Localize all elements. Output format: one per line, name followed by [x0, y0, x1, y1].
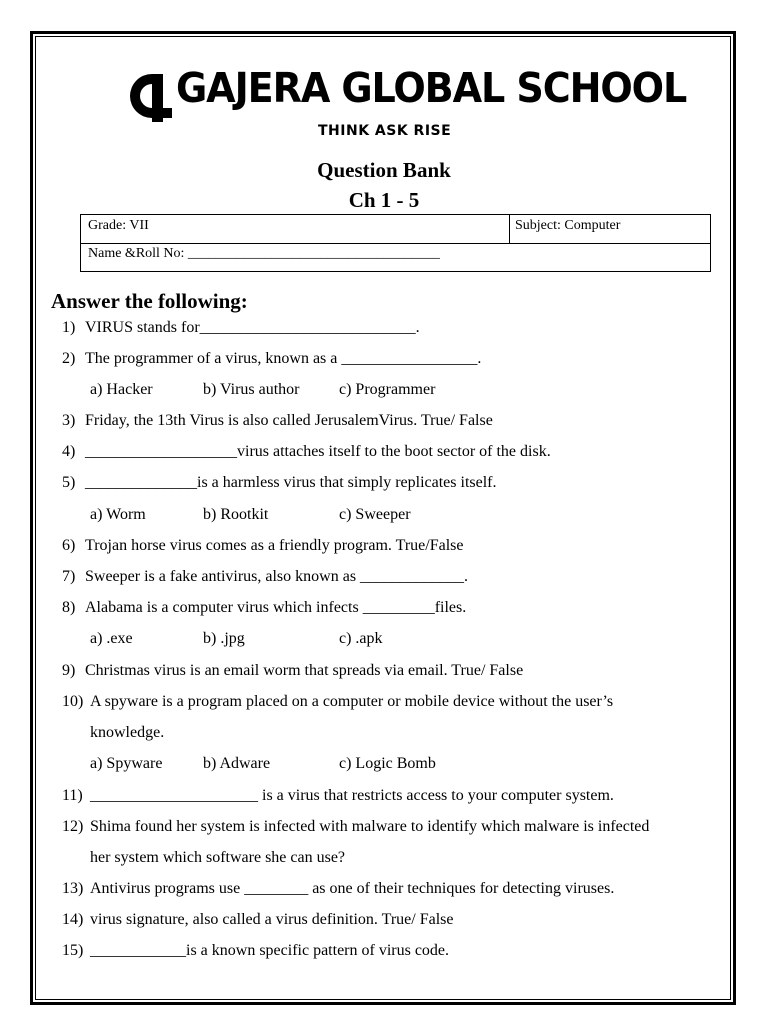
- option-b: b) Adware: [203, 755, 271, 772]
- question-text-continued: her system which software she can use?: [90, 849, 346, 866]
- question-number: 13): [62, 880, 84, 897]
- question-number: 4): [62, 443, 76, 460]
- question-number: 10): [62, 693, 84, 710]
- question-text: Christmas virus is an email worm that spreads via email. True/ False: [85, 662, 524, 679]
- question-text: The programmer of a virus, known as a _________________.: [85, 350, 482, 367]
- name-roll-field: Name &Roll No: ____________________________________: [88, 246, 440, 261]
- question-text: ____________is a known specific pattern of virus code.: [90, 942, 450, 959]
- question-number: 8): [62, 599, 76, 616]
- question-number: 1): [62, 319, 76, 336]
- chapter-title: Ch 1 - 5: [348, 188, 420, 212]
- question-number: 15): [62, 942, 84, 959]
- question-number: 6): [62, 537, 76, 554]
- option-c: c) Logic Bomb: [339, 755, 436, 772]
- subject-label: Subject: Computer: [515, 218, 621, 233]
- question-text: Trojan horse virus comes as a friendly program. True/False: [85, 537, 464, 554]
- question-number: 11): [62, 787, 83, 804]
- question-text: Sweeper is a fake antivirus, also known as _____________.: [85, 568, 469, 585]
- option-b: b) Rootkit: [203, 506, 269, 523]
- student-info-table: [80, 214, 711, 272]
- option-a: a) Worm: [90, 506, 146, 523]
- question-text-continued: knowledge.: [90, 724, 165, 741]
- section-heading: Answer the following:: [51, 289, 248, 313]
- question-text: VIRUS stands for___________________________.: [85, 319, 420, 336]
- option-c: c) .apk: [339, 630, 383, 647]
- school-name: GAJERA GLOBAL SCHOOL: [176, 64, 687, 112]
- question-text: virus signature, also called a virus definition. True/ False: [90, 911, 454, 928]
- question-text: ______________is a harmless virus that simply replicates itself.: [85, 474, 497, 491]
- question-text: ___________________virus attaches itself to the boot sector of the disk.: [85, 443, 551, 460]
- question-text: A spyware is a program placed on a computer or mobile device without the user’s: [90, 693, 614, 710]
- school-logo-icon: [118, 70, 172, 122]
- school-logo: [118, 64, 687, 124]
- page-title: Question Bank: [317, 158, 451, 182]
- option-b: b) .jpg: [203, 630, 245, 647]
- option-a: a) .exe: [90, 630, 133, 647]
- option-a: a) Spyware: [90, 755, 163, 772]
- question-number: 7): [62, 568, 76, 585]
- question-text: Shima found her system is infected with malware to identify which malware is infected: [90, 818, 650, 835]
- question-text: Antivirus programs use ________ as one of their techniques for detecting viruses.: [90, 880, 615, 897]
- question-number: 9): [62, 662, 76, 679]
- question-text: _____________________ is a virus that restricts access to your computer system.: [90, 787, 614, 804]
- option-c: c) Programmer: [339, 381, 436, 398]
- question-number: 12): [62, 818, 84, 835]
- grade-label: Grade: VII: [88, 218, 149, 233]
- question-text: Alabama is a computer virus which infects _________files.: [85, 599, 467, 616]
- school-tagline: THINK ASK RISE: [318, 123, 452, 139]
- question-text: Friday, the 13th Virus is also called JerusalemVirus. True/ False: [85, 412, 493, 429]
- question-number: 14): [62, 911, 84, 928]
- option-a: a) Hacker: [90, 381, 153, 398]
- option-c: c) Sweeper: [339, 506, 411, 523]
- question-number: 5): [62, 474, 76, 491]
- info-cell-divider: [509, 215, 510, 244]
- question-number: 3): [62, 412, 76, 429]
- option-b: b) Virus author: [203, 381, 300, 398]
- question-number: 2): [62, 350, 76, 367]
